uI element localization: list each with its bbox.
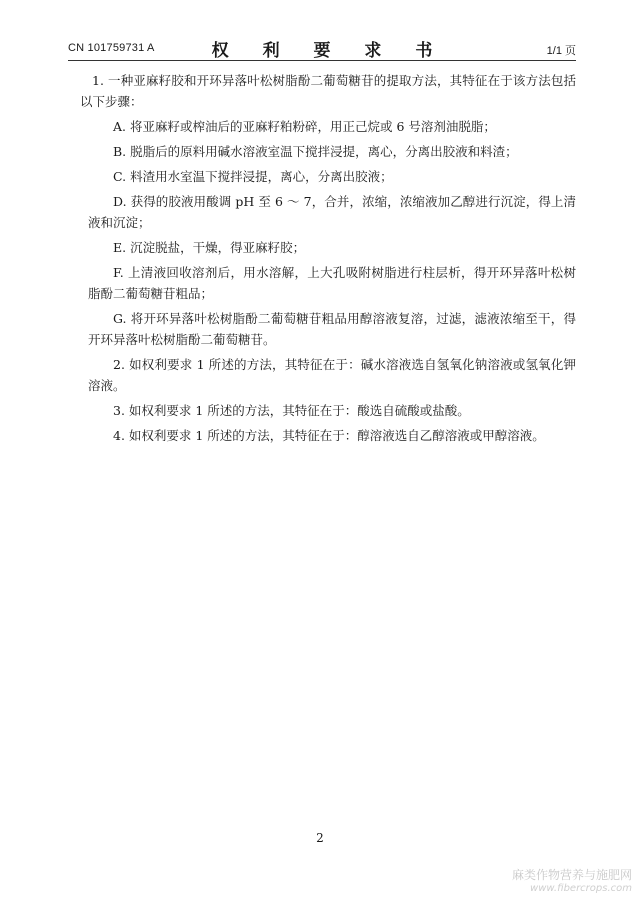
claim-1-step-d: D. 获得的胶液用酸调 pH 至 6 ～ 7，合并，浓缩，浓缩液加乙醇进行沉淀，得上清液和沉淀；: [88, 194, 576, 230]
watermark-url: www.fibercrops.com: [530, 883, 632, 894]
claim-3: 3. 如权利要求 1 所述的方法，其特征在于：酸选自硫酸或盐酸。: [113, 403, 470, 418]
claims-body: [80, 70, 576, 450]
page-number: 2: [316, 831, 324, 845]
page-header: [68, 36, 576, 61]
claim-1-step-e: E. 沉淀脱盐，干燥，得亚麻籽胶；: [113, 240, 306, 255]
claim-1-step-a: A. 将亚麻籽或榨油后的亚麻籽粕粉碎，用正己烷或 6 号溶剂油脱脂；: [113, 119, 496, 134]
claim-2: 2. 如权利要求 1 所述的方法，其特征在于：碱水溶液选自氢氧化钠溶液或氢氧化钾溶液。: [88, 357, 576, 393]
claim-1-step-f: F. 上清液回收溶剂后，用水溶解，上大孔吸附树脂进行柱层析，得开环异落叶松树脂酚二葡萄糖苷粗品；: [88, 265, 576, 301]
doc-number: CN 101759731 A: [68, 42, 155, 54]
claim-1-step-g: G. 将开环异落叶松树脂酚二葡萄糖苷粗品用醇溶液复溶，过滤，滤液浓缩至干，得开环异落叶松树脂酚二葡萄糖苷。: [88, 311, 576, 347]
page-count: 1/1 页: [546, 45, 576, 57]
claim-1-step-b: B. 脱脂后的原料用碱水溶液室温下搅拌浸提，离心，分离出胶液和料渣；: [113, 144, 518, 159]
claim-4: 4. 如权利要求 1 所述的方法，其特征在于：醇溶液选自乙醇溶液或甲醇溶液。: [113, 428, 545, 443]
claim-1: 1. 一种亚麻籽胶和开环异落叶松树脂酚二葡萄糖苷的提取方法，其特征在于该方法包括以下步骤：: [80, 73, 576, 109]
watermark-text: 麻类作物营养与施肥网: [511, 868, 632, 882]
header-divider: [68, 60, 576, 61]
page-title: 权 利 要 求 书: [211, 41, 447, 61]
claim-1-step-c: C. 料渣用水室温下搅拌浸提，离心，分离出胶液；: [113, 169, 393, 184]
